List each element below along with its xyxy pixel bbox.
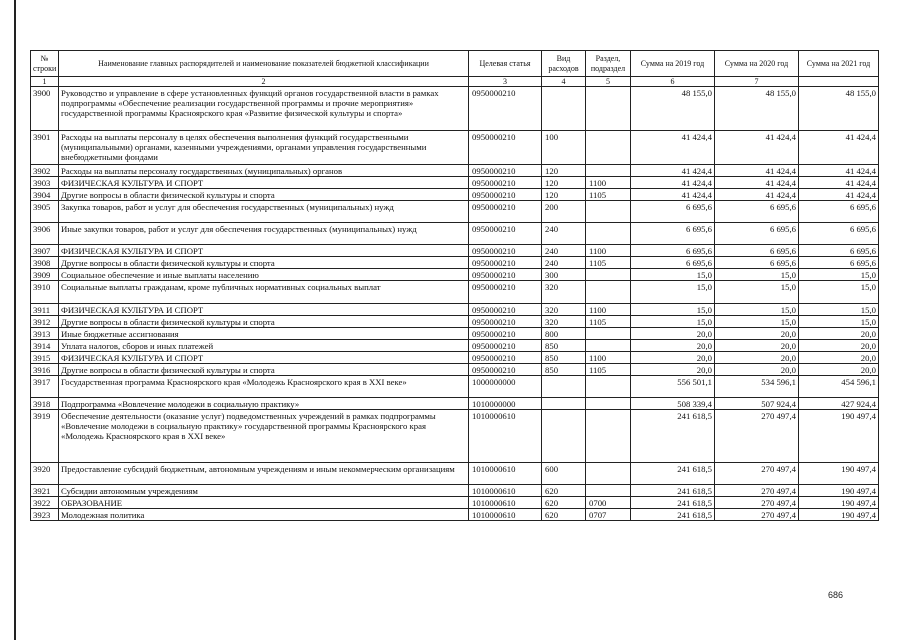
- row-sum-2019-cell: 48 155,0: [631, 87, 715, 131]
- row-sum-2020-cell: 270 497,4: [715, 410, 799, 463]
- header-name: Наименование главных распорядителей и наименование показателей бюджетной классификации: [59, 51, 469, 77]
- table-row: [31, 281, 879, 304]
- row-number-cell: 3900: [31, 87, 59, 131]
- row-name-cell: ФИЗИЧЕСКАЯ КУЛЬТУРА И СПОРТ: [59, 304, 469, 316]
- row-target-cell: 0950000210: [469, 328, 542, 340]
- row-sum-2021-cell: 20,0: [799, 328, 879, 340]
- row-name-cell: Другие вопросы в области физической культуры и спорта: [59, 189, 469, 201]
- row-expense-type-cell: [542, 410, 586, 463]
- row-expense-type-cell: 120: [542, 189, 586, 201]
- table-row: [31, 165, 879, 177]
- row-target-cell: 0950000210: [469, 316, 542, 328]
- row-name-cell: Социальные выплаты гражданам, кроме публичных нормативных социальных выплат: [59, 281, 469, 304]
- row-section-cell: 0707: [586, 509, 631, 521]
- table-row: [31, 87, 879, 131]
- row-expense-type-cell: 620: [542, 497, 586, 509]
- row-sum-2021-cell: 41 424,4: [799, 131, 879, 165]
- row-name-cell: Предоставление субсидий бюджетным, автономным учреждениям и иным некоммерческим организациям: [59, 463, 469, 485]
- row-expense-type-cell: 620: [542, 485, 586, 497]
- row-sum-2021-cell: 41 424,4: [799, 165, 879, 177]
- column-number: 2: [59, 77, 469, 87]
- table-row: [31, 201, 879, 223]
- row-section-cell: 1100: [586, 245, 631, 257]
- row-sum-2021-cell: 15,0: [799, 304, 879, 316]
- row-sum-2021-cell: 15,0: [799, 269, 879, 281]
- row-expense-type-cell: 850: [542, 340, 586, 352]
- row-expense-type-cell: 800: [542, 328, 586, 340]
- row-section-cell: 1105: [586, 189, 631, 201]
- row-section-cell: 1105: [586, 364, 631, 376]
- table-row: [31, 269, 879, 281]
- row-expense-type-cell: 320: [542, 316, 586, 328]
- row-sum-2020-cell: 20,0: [715, 328, 799, 340]
- row-number-cell: 3911: [31, 304, 59, 316]
- row-target-cell: 1010000000: [469, 398, 542, 410]
- row-expense-type-cell: 120: [542, 177, 586, 189]
- row-expense-type-cell: 850: [542, 364, 586, 376]
- row-target-cell: 0950000210: [469, 340, 542, 352]
- table-row: [31, 340, 879, 352]
- row-section-cell: [586, 328, 631, 340]
- row-sum-2019-cell: 41 424,4: [631, 165, 715, 177]
- row-sum-2020-cell: 270 497,4: [715, 463, 799, 485]
- row-number-cell: 3906: [31, 223, 59, 245]
- row-sum-2021-cell: 41 424,4: [799, 177, 879, 189]
- row-sum-2021-cell: 20,0: [799, 340, 879, 352]
- row-sum-2020-cell: 41 424,4: [715, 131, 799, 165]
- column-number: 7: [715, 77, 799, 87]
- row-sum-2019-cell: 556 501,1: [631, 376, 715, 398]
- row-sum-2021-cell: 6 695,6: [799, 245, 879, 257]
- row-section-cell: [586, 281, 631, 304]
- row-number-cell: 3908: [31, 257, 59, 269]
- row-expense-type-cell: [542, 87, 586, 131]
- row-target-cell: 1010000610: [469, 497, 542, 509]
- header-expense-type: Вид расходов: [542, 51, 586, 77]
- row-sum-2019-cell: 20,0: [631, 352, 715, 364]
- row-name-cell: Руководство и управление в сфере установленных функций органов государственной власти в рамках подпрограммы «Обеспечение реализации государственной программы и прочие мероприятия» государственной программы Красноярского края «Развитие физической культуры и спорта»: [59, 87, 469, 131]
- table-row: [31, 177, 879, 189]
- row-section-cell: [586, 87, 631, 131]
- row-number-cell: 3917: [31, 376, 59, 398]
- row-sum-2020-cell: 15,0: [715, 316, 799, 328]
- column-number: 6: [631, 77, 715, 87]
- row-sum-2021-cell: 190 497,4: [799, 463, 879, 485]
- row-section-cell: [586, 131, 631, 165]
- row-sum-2019-cell: 241 618,5: [631, 463, 715, 485]
- row-sum-2019-cell: 15,0: [631, 316, 715, 328]
- row-name-cell: Иные закупки товаров, работ и услуг для обеспечения государственных (муниципальных) нужд: [59, 223, 469, 245]
- row-sum-2020-cell: 270 497,4: [715, 509, 799, 521]
- row-target-cell: 0950000210: [469, 131, 542, 165]
- table-row: [31, 304, 879, 316]
- row-number-cell: 3912: [31, 316, 59, 328]
- column-number: 4: [542, 77, 586, 87]
- row-number-cell: 3909: [31, 269, 59, 281]
- row-sum-2019-cell: 15,0: [631, 304, 715, 316]
- header-sum-2019: Сумма на 2019 год: [631, 51, 715, 77]
- row-target-cell: 1010000610: [469, 410, 542, 463]
- row-expense-type-cell: 120: [542, 165, 586, 177]
- row-sum-2020-cell: 534 596,1: [715, 376, 799, 398]
- row-name-cell: Расходы на выплаты персоналу государственных (муниципальных) органов: [59, 165, 469, 177]
- row-target-cell: 0950000210: [469, 223, 542, 245]
- row-number-cell: 3920: [31, 463, 59, 485]
- row-sum-2021-cell: 6 695,6: [799, 223, 879, 245]
- row-sum-2019-cell: 241 618,5: [631, 509, 715, 521]
- row-target-cell: 1010000610: [469, 509, 542, 521]
- column-number: [799, 77, 879, 87]
- row-target-cell: 1010000610: [469, 485, 542, 497]
- row-sum-2020-cell: 270 497,4: [715, 485, 799, 497]
- table-row: [31, 497, 879, 509]
- row-sum-2020-cell: 6 695,6: [715, 257, 799, 269]
- header-target: Целевая статья: [469, 51, 542, 77]
- row-name-cell: Другие вопросы в области физической культуры и спорта: [59, 316, 469, 328]
- row-target-cell: 0950000210: [469, 352, 542, 364]
- row-target-cell: 0950000210: [469, 189, 542, 201]
- row-target-cell: 0950000210: [469, 165, 542, 177]
- row-sum-2020-cell: 6 695,6: [715, 245, 799, 257]
- row-sum-2021-cell: 41 424,4: [799, 189, 879, 201]
- row-sum-2020-cell: 41 424,4: [715, 189, 799, 201]
- table-row: [31, 485, 879, 497]
- header-sum-2020: Сумма на 2020 год: [715, 51, 799, 77]
- row-section-cell: [586, 398, 631, 410]
- row-section-cell: [586, 485, 631, 497]
- row-section-cell: [586, 165, 631, 177]
- row-sum-2019-cell: 6 695,6: [631, 201, 715, 223]
- column-numbers-row: [31, 77, 879, 87]
- row-section-cell: [586, 201, 631, 223]
- table-row: [31, 352, 879, 364]
- row-number-cell: 3903: [31, 177, 59, 189]
- row-target-cell: 0950000210: [469, 87, 542, 131]
- row-sum-2019-cell: 508 339,4: [631, 398, 715, 410]
- header-row-no: № строки: [31, 51, 59, 77]
- row-expense-type-cell: [542, 398, 586, 410]
- row-name-cell: ФИЗИЧЕСКАЯ КУЛЬТУРА И СПОРТ: [59, 177, 469, 189]
- row-number-cell: 3913: [31, 328, 59, 340]
- row-sum-2019-cell: 20,0: [631, 328, 715, 340]
- row-name-cell: Иные бюджетные ассигнования: [59, 328, 469, 340]
- row-target-cell: 0950000210: [469, 177, 542, 189]
- table-row: [31, 257, 879, 269]
- row-sum-2020-cell: 20,0: [715, 364, 799, 376]
- row-sum-2019-cell: 6 695,6: [631, 257, 715, 269]
- row-name-cell: Закупка товаров, работ и услуг для обеспечения государственных (муниципальных) нужд: [59, 201, 469, 223]
- row-number-cell: 3910: [31, 281, 59, 304]
- row-section-cell: 0700: [586, 497, 631, 509]
- row-sum-2019-cell: 6 695,6: [631, 245, 715, 257]
- row-number-cell: 3905: [31, 201, 59, 223]
- row-sum-2020-cell: 15,0: [715, 304, 799, 316]
- row-number-cell: 3904: [31, 189, 59, 201]
- row-sum-2019-cell: 241 618,5: [631, 485, 715, 497]
- row-name-cell: ФИЗИЧЕСКАЯ КУЛЬТУРА И СПОРТ: [59, 245, 469, 257]
- row-sum-2019-cell: 41 424,4: [631, 189, 715, 201]
- row-target-cell: 1000000000: [469, 376, 542, 398]
- row-sum-2020-cell: 6 695,6: [715, 201, 799, 223]
- row-sum-2021-cell: 454 596,1: [799, 376, 879, 398]
- row-number-cell: 3907: [31, 245, 59, 257]
- table-row: [31, 328, 879, 340]
- row-section-cell: 1105: [586, 257, 631, 269]
- row-number-cell: 3922: [31, 497, 59, 509]
- row-name-cell: Обеспечение деятельности (оказание услуг) подведомственных учреждений в рамках подпрограммы «Вовлечение молодежи в социальную практику» государственной программы Красноярского края «Молодежь Красноярского края в XXI веке»: [59, 410, 469, 463]
- row-number-cell: 3919: [31, 410, 59, 463]
- column-number: 1: [31, 77, 59, 87]
- row-sum-2020-cell: 20,0: [715, 352, 799, 364]
- header-section: Раздел, подраздел: [586, 51, 631, 77]
- row-section-cell: 1100: [586, 304, 631, 316]
- row-sum-2021-cell: 20,0: [799, 364, 879, 376]
- row-target-cell: 0950000210: [469, 269, 542, 281]
- row-sum-2020-cell: 15,0: [715, 269, 799, 281]
- row-name-cell: Молодежная политика: [59, 509, 469, 521]
- row-expense-type-cell: 600: [542, 463, 586, 485]
- row-sum-2019-cell: 6 695,6: [631, 223, 715, 245]
- row-sum-2021-cell: 20,0: [799, 352, 879, 364]
- page-number: 686: [828, 590, 844, 600]
- row-expense-type-cell: 620: [542, 509, 586, 521]
- row-number-cell: 3916: [31, 364, 59, 376]
- row-sum-2021-cell: 6 695,6: [799, 201, 879, 223]
- row-number-cell: 3921: [31, 485, 59, 497]
- row-expense-type-cell: 100: [542, 131, 586, 165]
- row-target-cell: 0950000210: [469, 201, 542, 223]
- row-expense-type-cell: 320: [542, 304, 586, 316]
- row-name-cell: Уплата налогов, сборов и иных платежей: [59, 340, 469, 352]
- row-expense-type-cell: [542, 376, 586, 398]
- row-target-cell: 0950000210: [469, 245, 542, 257]
- table-row: [31, 364, 879, 376]
- budget-table: [30, 50, 879, 521]
- table-body: [31, 87, 879, 521]
- row-sum-2020-cell: 41 424,4: [715, 165, 799, 177]
- row-sum-2020-cell: 15,0: [715, 281, 799, 304]
- table-row: [31, 398, 879, 410]
- row-section-cell: [586, 463, 631, 485]
- row-name-cell: Государственная программа Красноярского края «Молодежь Красноярского края в XXI веке»: [59, 376, 469, 398]
- row-expense-type-cell: 320: [542, 281, 586, 304]
- table-row: [31, 245, 879, 257]
- table-row: [31, 376, 879, 398]
- row-sum-2019-cell: 41 424,4: [631, 177, 715, 189]
- row-expense-type-cell: 850: [542, 352, 586, 364]
- table-row: [31, 223, 879, 245]
- row-number-cell: 3902: [31, 165, 59, 177]
- row-number-cell: 3901: [31, 131, 59, 165]
- row-name-cell: Расходы на выплаты персоналу в целях обеспечения выполнения функций государственными (муниципальными) органами, казенными учреждениями, органами управления государственными внебюджетными фондами: [59, 131, 469, 165]
- row-sum-2021-cell: 427 924,4: [799, 398, 879, 410]
- row-sum-2021-cell: 48 155,0: [799, 87, 879, 131]
- row-target-cell: 0950000210: [469, 364, 542, 376]
- row-expense-type-cell: 200: [542, 201, 586, 223]
- row-section-cell: 1105: [586, 316, 631, 328]
- table-row: [31, 316, 879, 328]
- row-sum-2021-cell: 190 497,4: [799, 509, 879, 521]
- row-sum-2021-cell: 15,0: [799, 316, 879, 328]
- row-name-cell: Субсидии автономным учреждениям: [59, 485, 469, 497]
- column-number: 3: [469, 77, 542, 87]
- row-name-cell: Другие вопросы в области физической культуры и спорта: [59, 257, 469, 269]
- row-number-cell: 3923: [31, 509, 59, 521]
- row-sum-2021-cell: 190 497,4: [799, 485, 879, 497]
- table-row: [31, 463, 879, 485]
- row-sum-2020-cell: 6 695,6: [715, 223, 799, 245]
- row-target-cell: 0950000210: [469, 281, 542, 304]
- row-section-cell: [586, 269, 631, 281]
- row-sum-2021-cell: 6 695,6: [799, 257, 879, 269]
- row-sum-2021-cell: 190 497,4: [799, 410, 879, 463]
- row-sum-2019-cell: 241 618,5: [631, 410, 715, 463]
- row-section-cell: 1100: [586, 352, 631, 364]
- left-margin-rule: [14, 0, 16, 640]
- row-expense-type-cell: 240: [542, 245, 586, 257]
- row-name-cell: ОБРАЗОВАНИЕ: [59, 497, 469, 509]
- row-expense-type-cell: 240: [542, 257, 586, 269]
- row-name-cell: ФИЗИЧЕСКАЯ КУЛЬТУРА И СПОРТ: [59, 352, 469, 364]
- row-name-cell: Социальное обеспечение и иные выплаты населению: [59, 269, 469, 281]
- row-sum-2019-cell: 20,0: [631, 340, 715, 352]
- row-target-cell: 0950000210: [469, 304, 542, 316]
- row-target-cell: 0950000210: [469, 257, 542, 269]
- header-sum-2021: Сумма на 2021 год: [799, 51, 879, 77]
- row-number-cell: 3915: [31, 352, 59, 364]
- row-target-cell: 1010000610: [469, 463, 542, 485]
- row-expense-type-cell: 300: [542, 269, 586, 281]
- row-sum-2019-cell: 241 618,5: [631, 497, 715, 509]
- row-sum-2019-cell: 15,0: [631, 281, 715, 304]
- table-row: [31, 509, 879, 521]
- row-expense-type-cell: 240: [542, 223, 586, 245]
- row-sum-2020-cell: 270 497,4: [715, 497, 799, 509]
- row-section-cell: [586, 340, 631, 352]
- row-sum-2021-cell: 190 497,4: [799, 497, 879, 509]
- row-sum-2021-cell: 15,0: [799, 281, 879, 304]
- row-sum-2020-cell: 507 924,4: [715, 398, 799, 410]
- row-name-cell: Подпрограмма «Вовлечение молодежи в социальную практику»: [59, 398, 469, 410]
- table-row: [31, 131, 879, 165]
- column-number: 5: [586, 77, 631, 87]
- row-number-cell: 3918: [31, 398, 59, 410]
- table-row: [31, 189, 879, 201]
- row-sum-2020-cell: 48 155,0: [715, 87, 799, 131]
- table-row: [31, 410, 879, 463]
- row-sum-2020-cell: 41 424,4: [715, 177, 799, 189]
- header-row: [31, 51, 879, 77]
- row-section-cell: 1100: [586, 177, 631, 189]
- row-sum-2019-cell: 15,0: [631, 269, 715, 281]
- row-section-cell: [586, 410, 631, 463]
- row-sum-2020-cell: 20,0: [715, 340, 799, 352]
- row-sum-2019-cell: 41 424,4: [631, 131, 715, 165]
- row-number-cell: 3914: [31, 340, 59, 352]
- row-section-cell: [586, 376, 631, 398]
- row-section-cell: [586, 223, 631, 245]
- row-sum-2019-cell: 20,0: [631, 364, 715, 376]
- row-name-cell: Другие вопросы в области физической культуры и спорта: [59, 364, 469, 376]
